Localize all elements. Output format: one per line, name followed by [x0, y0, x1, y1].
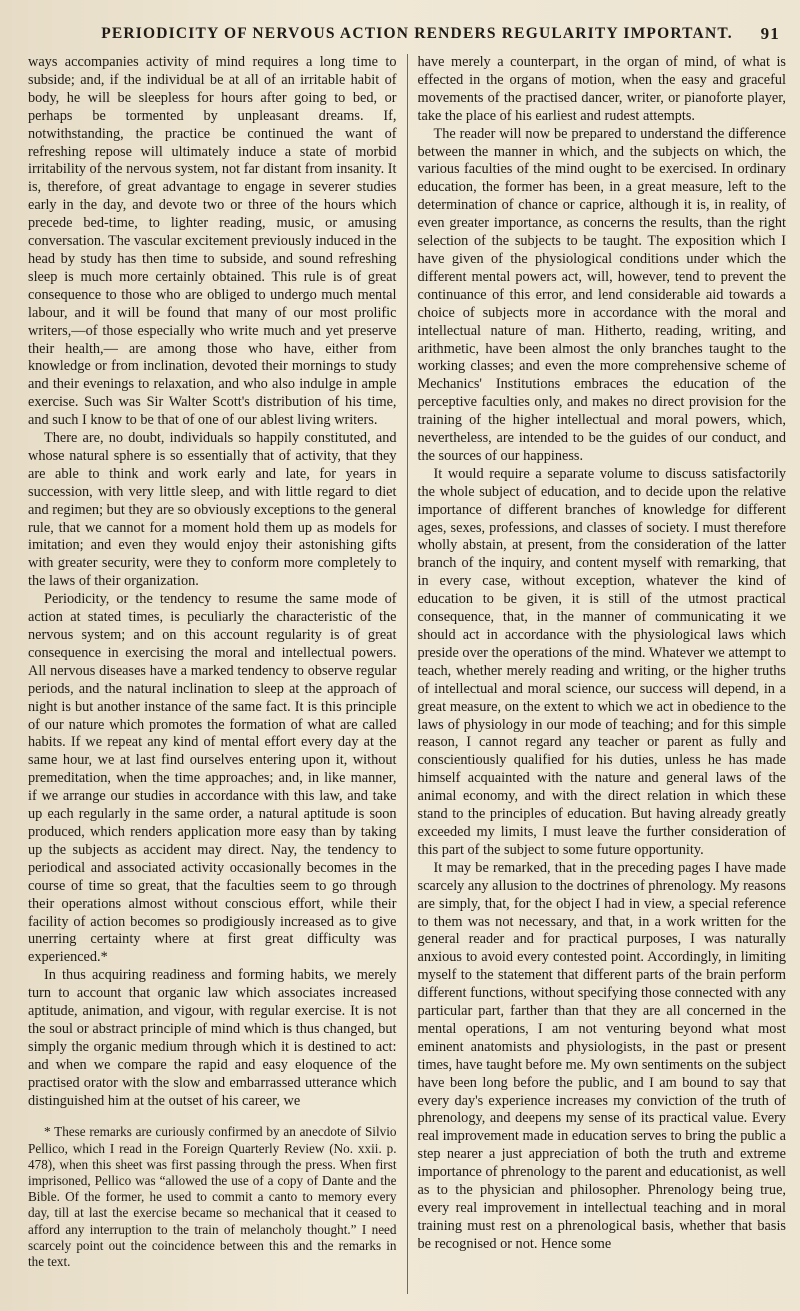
- left-column: [28, 54, 397, 1294]
- text-columns: [28, 54, 786, 1294]
- running-head: [28, 22, 786, 46]
- paragraph: The reader will now be prepared to understand the difference between the manner in which, and the subjects on which, the various faculties of the mind ought to be exercised. In ordinary education, the former has been, in a great measure, left to the determination of chance or caprice, although it is, in reality, of even greater importance, as concerns the results, than the right selection of the subjects to be taught. The exposition which I have given of the physiological conditions under which the different mental powers act, will, however, tend to prevent the continuance of this error, and lend considerable aid towards a choice of subjects more in accordance with the moral and intellectual nature of man. Hitherto, reading, writing, and arithmetic, have been almost the only branches taught to the working classes; and even the more comprehensive scheme of Mechanics' Institutions embraces the education of the perceptive faculties only, and makes no direct provision for the training of the higher intellectual and moral powers, which, nevertheless, are intended to be the guides of our conduct, and the sources of our happiness.: [417, 125, 786, 464]
- paragraph: have merely a counterpart, in the organ of mind, of what is effected in the organs of motion, when the easy and graceful movements of the practised dancer, writer, or pianoforte player, take the place of his earliest and rudest attempts.: [417, 54, 786, 124]
- column-divider: [407, 54, 408, 1294]
- right-column: [418, 54, 787, 1294]
- paragraph: ways accompanies activity of mind requires a long time to subside; and, if the individual be at all of an irritable habit of body, he will be sleepless for hours after going to bed, or perhaps be tormented by unpleasant dreams. If, notwithstanding, the practice be continued the want of refreshing repose will ultimately induce a state of morbid irritability of the nervous system, not far distant from insanity. It is, therefore, of great advantage to engage in severer studies early in the day, and devote two or three of the hours which precede bed-time, to lighter reading, music, or amusing conversation. The vascular excitement previously induced in the head by study has then time to subside, and sound refreshing sleep is much more certainly obtained. This rule is of great consequence to those who are obliged to undergo much mental labour, and it will be found that many of our most prolific writers,—of those especially who write much and yet preserve their health,— are among those who have, either from knowledge or from inclination, devoted their mornings to study and their evenings to relaxation, and who also indulge in ample exercise. Such was Sir Walter Scott's distribution of his time, and such I know to be that of one of our ablest living writers.: [28, 54, 397, 429]
- footnote: * These remarks are curiously confirmed by an anecdote of Silvio Pellico, which I read in the Foreign Quarterly Review (No. xxii. p. 478), when this sheet was first passing through the press. When first imprisoned, Pellico was “allowed the use of a copy of Dante and the Bible. Of the former, he used to commit a canto to memory every day, till at last the exercise became so mechanical that it ceased to afford any interruption to the train of melancholy thought.” I need scarcely point out the coincidence between this and the remarks in the text.: [28, 1124, 397, 1270]
- paragraph: It would require a separate volume to discuss satisfactorily the whole subject of education, and to decide upon the relative importance of different branches of knowledge for different ages, sexes, professions, and classes of society. I must therefore wholly abstain, at present, from the consideration of the latter branch of the inquiry, and content myself with remarking, that in every case, without exception, whatever the kind of education to be given, it is still of the utmost practical consequence, that, in the manner of communicating it we should act in accordance with the physiological laws which preside over the operations of the mind. Whatever we attempt to teach, whether merely reading and writing, or the higher truths of intellectual and moral science, our success will depend, in a great measure, on the extent to which we act in obedience to the laws of physiology in our mode of teaching; and for this simple reason, I cannot regard any teacher or parent as fully and conscientiously qualified for his duties, unless he has made himself acquainted with the nature and general laws of the animal economy, and with the direct relation in which these stand to the principles of education. But having already greatly exceeded my limits, I must leave the further consideration of this part of the subject to some future opportunity.: [417, 465, 786, 858]
- running-head-title: PERIODICITY OF NERVOUS ACTION RENDERS REGULARITY IMPORTANT.: [101, 25, 733, 42]
- paragraph: There are, no doubt, individuals so happily constituted, and whose natural sphere is so essentially that of activity, that they are able to think and work early and late, for years in succession, with very little sleep, and with little regard to diet and regimen; but they are so obviously exceptions to the general rule, that we cannot for a moment hold them up as models for imitation; and even they would enjoy their astonishing gifts with greater security, were they to conform more completely to the laws of their organization.: [28, 430, 397, 590]
- page-number: 91: [760, 24, 780, 43]
- paragraph: In thus acquiring readiness and forming habits, we merely turn to account that organic law which associates increased aptitude, animation, and vigour, with regular exercise. It is not the soul or abstract principle of mind which is thus changed, but simply the organic medium through which it is destined to act: and when we compare the rapid and easy eloquence of the practised orator with the slow and embarrassed utterance which distinguished him at the outset of his career, we: [28, 967, 397, 1109]
- paragraph: Periodicity, or the tendency to resume the same mode of action at stated times, is peculiarly the characteristic of the nervous system; and on this account regularity is of great consequence in exercising the moral and intellectual powers. All nervous diseases have a marked tendency to observe regular periods, and the natural inclination to sleep at the approach of night is but another instance of the same fact. It is this principle of our nature which promotes the formation of what are called habits. If we repeat any kind of mental effort every day at the same hour, we at last find ourselves entering upon it, without premeditation, when the time approaches; and, in like manner, if we arrange our studies in accordance with this law, and take up each regularly in the same order, a natural aptitude is soon produced, which renders application more easy than by taking up the subjects as accident may direct. Nay, the tendency to periodical and associated activity occasionally becomes in the course of time so great, that the faculties seem to go through their operations almost without conscious effort, while their facility of action becomes so prodigiously increased as to give unerring certainty where at first great difficulty was experienced.*: [28, 591, 397, 966]
- paragraph: It may be remarked, that in the preceding pages I have made scarcely any allusion to the doctrines of phrenology. My reasons are simply, that, for the object I had in view, a special reference to them was not necessary, and that, in a work written for the general reader and for practical purposes, I was naturally anxious to avoid every contested point. Accordingly, in limiting myself to the statement that different parts of the brain perform different functions, without specifying those connected with any particular part, farther than that they are all concerned in the mental operations, I am not venturing beyond what most eminent anatomists and physiologists, in the past or present times, have taught before me. My own sentiments on the subject have been long before the public, and I am bound to say that every day's experience increases my conviction of the truth of phrenology, and deepens my sense of its practical value. Every real improvement made in education serves to bring the public a step nearer a just appreciation of both the truth and extreme importance of phrenology to the parent and educationist, as well as to the physician and philosopher. Phrenology being true, every real improvement in intellectual teaching and in moral training must rest on a phrenological basis, whether that basis be recognised or not. Hence some: [417, 859, 786, 1252]
